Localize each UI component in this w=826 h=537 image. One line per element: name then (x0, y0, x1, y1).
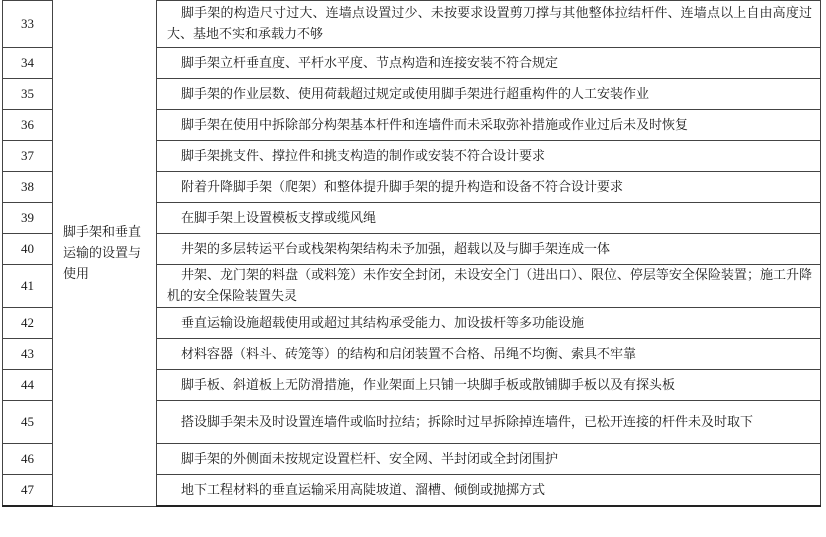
row-description (157, 48, 821, 79)
row-description (157, 1, 821, 48)
row-description (157, 475, 821, 507)
row-text: 附着升降脚手架（爬架）和整体提升脚手架的提升构造和设备不符合设计要求 (181, 179, 624, 195)
row-description (157, 339, 821, 370)
hazard-table (2, 0, 821, 507)
row-text: 地下工程材料的垂直运输采用高陡坡道、溜槽、倾倒或抛掷方式 (181, 482, 546, 498)
row-description (157, 172, 821, 203)
row-text: 井架的多层转运平台或栈架构架结构未予加强，超载以及与脚手架连成一体 (181, 241, 611, 257)
row-number: 42 (3, 308, 53, 339)
row-text: 脚手架在使用中拆除部分构架基本杆件和连墙件而未采取弥补措施或作业过后未及时恢复 (181, 117, 689, 133)
row-text: 脚手板、斜道板上无防滑措施，作业架面上只铺一块脚手板或散铺脚手板以及有探头板 (181, 377, 676, 393)
row-number: 39 (3, 203, 53, 234)
row-text: 脚手架挑支件、撑拉件和挑支构造的制作或安装不符合设计要求 (181, 148, 546, 164)
row-text: 垂直运输设施超载使用或超过其结构承受能力、加设拔杆等多功能设施 (181, 315, 585, 331)
row-description (157, 141, 821, 172)
row-description (157, 110, 821, 141)
row-number: 43 (3, 339, 53, 370)
row-number: 33 (3, 1, 53, 48)
row-number: 36 (3, 110, 53, 141)
table-row (3, 1, 821, 48)
row-text: 脚手架的作业层数、使用荷载超过规定或使用脚手架进行超重构件的人工安装作业 (181, 86, 650, 102)
row-description (157, 401, 821, 444)
row-number: 41 (3, 265, 53, 308)
row-description (157, 370, 821, 401)
row-number: 35 (3, 79, 53, 110)
row-number: 34 (3, 48, 53, 79)
row-number: 38 (3, 172, 53, 203)
row-text: 脚手架立杆垂直度、平杆水平度、节点构造和连接安装不符合规定 (181, 55, 559, 71)
row-number: 45 (3, 401, 53, 444)
row-number: 44 (3, 370, 53, 401)
row-description (157, 444, 821, 475)
row-description (157, 308, 821, 339)
row-description (157, 79, 821, 110)
row-text: 材料容器（料斗、砖笼等）的结构和启闭装置不合格、吊绳不均衡、索具不牢靠 (181, 346, 637, 362)
category-cell (53, 1, 157, 507)
row-number: 37 (3, 141, 53, 172)
row-text: 搭设脚手架未及时设置连墙件或临时拉结；拆除时过早拆除掉连墙件，已松开连接的杆件未及时取下 (181, 414, 754, 430)
row-number: 46 (3, 444, 53, 475)
row-description (157, 234, 821, 265)
row-text: 脚手架的外侧面未按规定设置栏杆、安全网、半封闭或全封闭围护 (181, 451, 559, 467)
row-description (157, 265, 821, 308)
row-number: 40 (3, 234, 53, 265)
row-text: 在脚手架上设置模板支撑或缆风绳 (181, 210, 377, 226)
category-label: 脚手架和垂直运输的设置与使用 (63, 224, 142, 282)
row-text: 井架、龙门架的料盘（或料笼）未作安全封闭，未设安全门（进出口）、限位、停层等安全保险装置；施工升降机的安全保险装置失灵 (167, 268, 812, 304)
row-description (157, 203, 821, 234)
row-number: 47 (3, 475, 53, 507)
row-text: 脚手架的构造尺寸过大、连墙点设置过少、未按要求设置剪刀撑与其他整体拉结杆件、连墙点以上自由高度过大、基地不实和承载力不够 (167, 6, 812, 42)
